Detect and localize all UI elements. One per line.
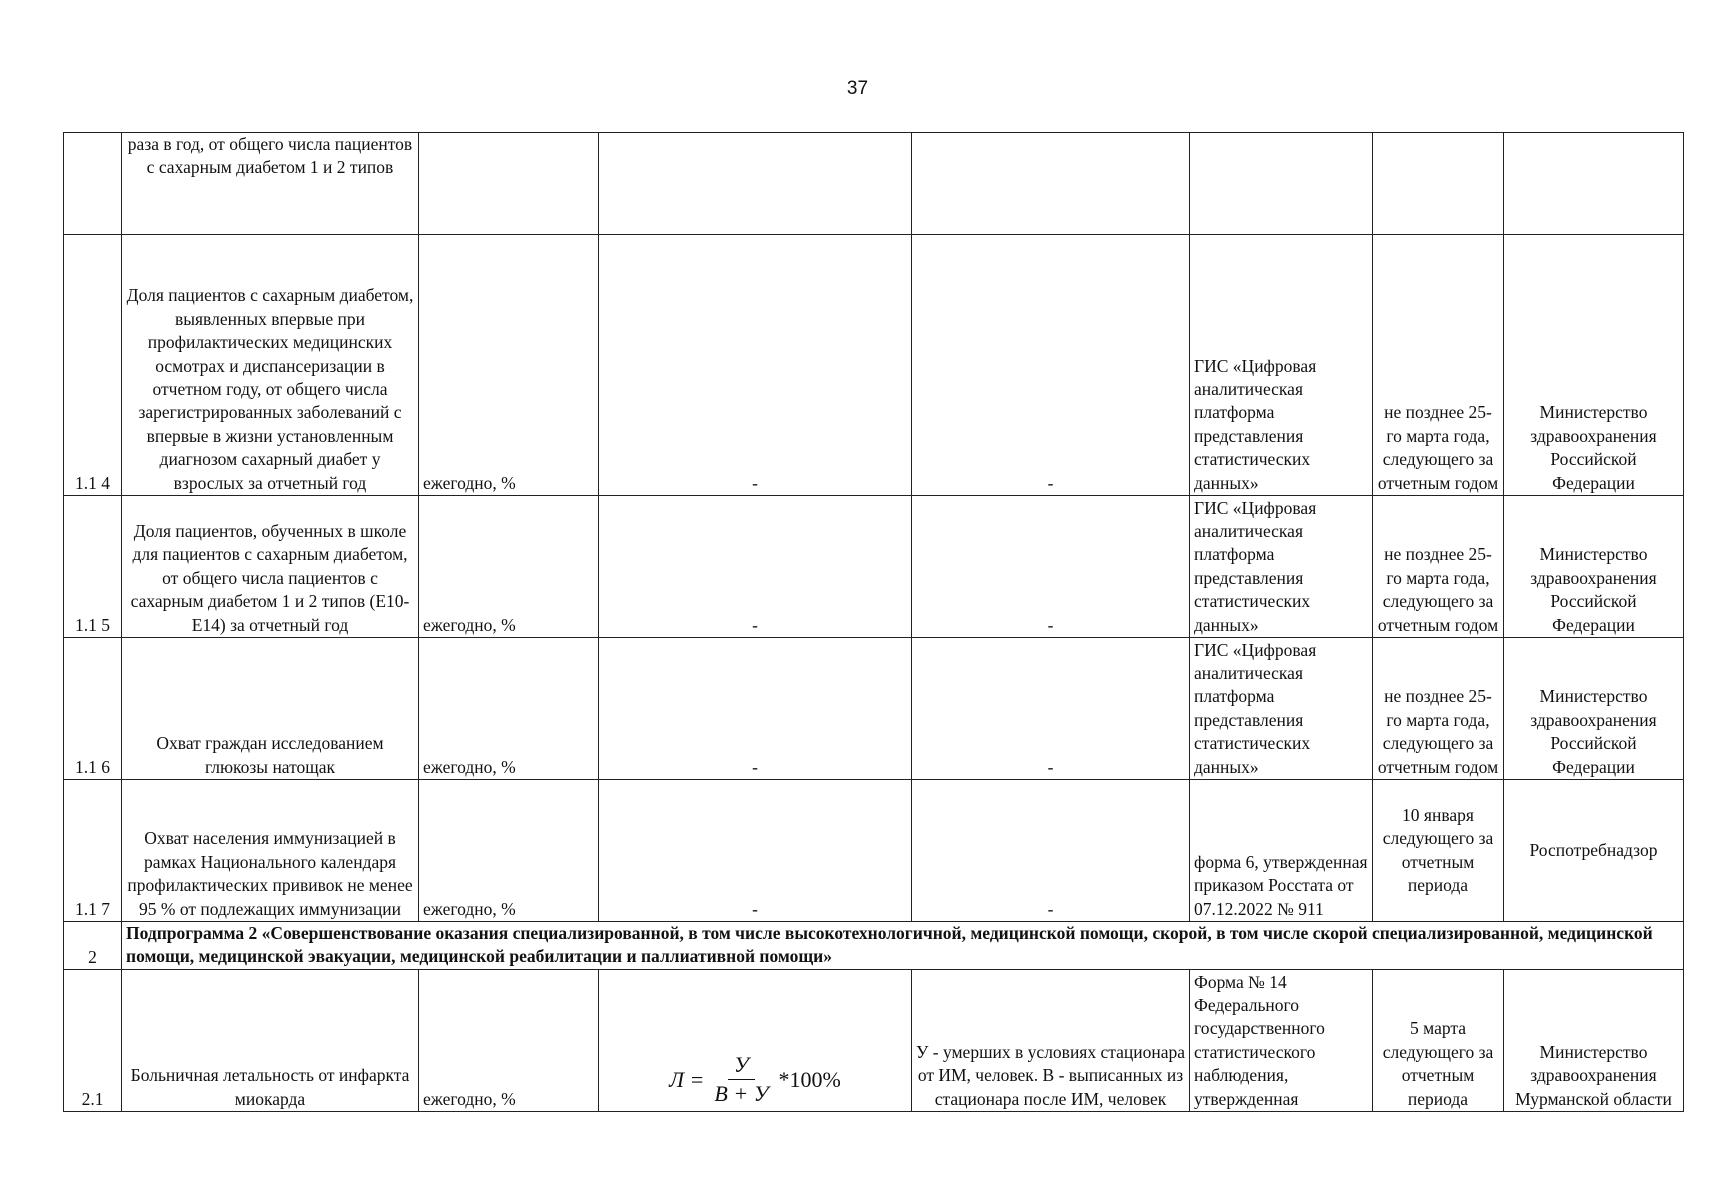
formula: - [599, 235, 912, 496]
deadline: 5 марта следующего за отчетным периода [1373, 970, 1504, 1112]
data-source: ГИС «Цифровая аналитическая платформа представления статистических данных» [1190, 235, 1373, 496]
responsible [1504, 133, 1684, 235]
deadline: не позднее 25-го марта года, следующего за отчетным годом [1373, 496, 1504, 638]
basic-indicators: - [912, 235, 1190, 496]
table-row [64, 780, 1684, 922]
formula [599, 133, 912, 235]
formula: - [599, 496, 912, 638]
subprogram-row [64, 922, 1684, 970]
formula: - [599, 780, 912, 922]
basic-indicators: - [912, 780, 1190, 922]
responsible: Министерство здравоохранения Российской Федерации [1504, 235, 1684, 496]
indicator-name: Охват граждан исследованием глюкозы натощак [122, 638, 419, 780]
basic-indicators: У - умерших в условиях стационара от ИМ, человек. В - выписанных из стационара после ИМ, человек [912, 970, 1190, 1112]
deadline [1373, 133, 1504, 235]
basic-indicators [912, 133, 1190, 235]
basic-indicators: - [912, 638, 1190, 780]
periodicity: ежегодно, % [419, 235, 599, 496]
indicators-table [63, 132, 1684, 1112]
table-row [64, 638, 1684, 780]
indicator-name: раза в год, от общего числа пациентов с сахарным диабетом 1 и 2 типов [122, 133, 419, 235]
indicator-name: Охват населения иммунизацией в рамках Национального календаря профилактических прививок не менее 95 % от подлежащих иммунизации [122, 780, 419, 922]
periodicity: ежегодно, % [419, 496, 599, 638]
indicator-name: Доля пациентов, обученных в школе для пациентов с сахарным диабетом, от общего числа пациентов с сахарным диабетом 1 и 2 типов (Е10-Е14) за отчетный год [122, 496, 419, 638]
row-number [64, 133, 122, 235]
periodicity: ежегодно, % [419, 780, 599, 922]
row-number: 1.1 5 [64, 496, 122, 638]
responsible: Министерство здравоохранения Российской Федерации [1504, 496, 1684, 638]
periodicity: ежегодно, % [419, 970, 599, 1112]
formula-numerator: У [728, 1052, 755, 1080]
data-source: Форма № 14 Федерального государственного статистического наблюдения, утвержденная [1190, 970, 1373, 1112]
row-number: 1.1 7 [64, 780, 122, 922]
responsible: Министерство здравоохранения Российской Федерации [1504, 638, 1684, 780]
data-source: ГИС «Цифровая аналитическая платформа представления статистических данных» [1190, 638, 1373, 780]
responsible: Министерство здравоохранения Мурманской области [1504, 970, 1684, 1112]
periodicity [419, 133, 599, 235]
subprogram-title: Подпрограмма 2 «Совершенствование оказания специализированной, в том числе высокотехнологичной, медицинской помощи, скорой, в том числе скорой специализированной, медицинской помощи, медицинской эвакуации, медицинской реабилитации и паллиативной помощи» [122, 922, 1684, 970]
deadline: 10 января следующего за отчетным периода [1373, 780, 1504, 922]
formula-suffix: *100% [778, 1066, 841, 1092]
indicator-name: Больничная летальность от инфаркта миокарда [122, 970, 419, 1112]
basic-indicators: - [912, 496, 1190, 638]
periodicity: ежегодно, % [419, 638, 599, 780]
data-source: форма 6, утвержденная приказом Росстата от 07.12.2022 № 911 [1190, 780, 1373, 922]
indicator-name: Доля пациентов с сахарным диабетом, выявленных впервые при профилактических медицинских осмотрах и диспансеризации в отчетном году, от общего числа зарегистрированных заболеваний с впервые в жизни установленным диагнозом сахарный диабет у взрослых за отчетный год [122, 235, 419, 496]
formula-lhs: Л = [669, 1066, 705, 1092]
row-number: 1.1 4 [64, 235, 122, 496]
deadline: не позднее 25-го марта года, следующего за отчетным годом [1373, 638, 1504, 780]
page-number: 37 [846, 78, 869, 99]
mortality-formula [669, 1052, 841, 1107]
deadline: не позднее 25-го марта года, следующего за отчетным годом [1373, 235, 1504, 496]
responsible: Роспотребнадзор [1504, 780, 1684, 922]
formula: - [599, 638, 912, 780]
table-row [64, 235, 1684, 496]
subprogram-number: 2 [64, 922, 122, 970]
formula-denominator: В + У [714, 1081, 769, 1106]
data-source [1190, 133, 1373, 235]
table-row [64, 496, 1684, 638]
row-number: 2.1 [64, 970, 122, 1112]
row-number: 1.1 6 [64, 638, 122, 780]
formula [599, 970, 912, 1112]
data-source: ГИС «Цифровая аналитическая платформа представления статистических данных» [1190, 496, 1373, 638]
table-row [64, 970, 1684, 1112]
table-row-continuation [64, 133, 1684, 235]
formula-fraction [708, 1052, 774, 1107]
